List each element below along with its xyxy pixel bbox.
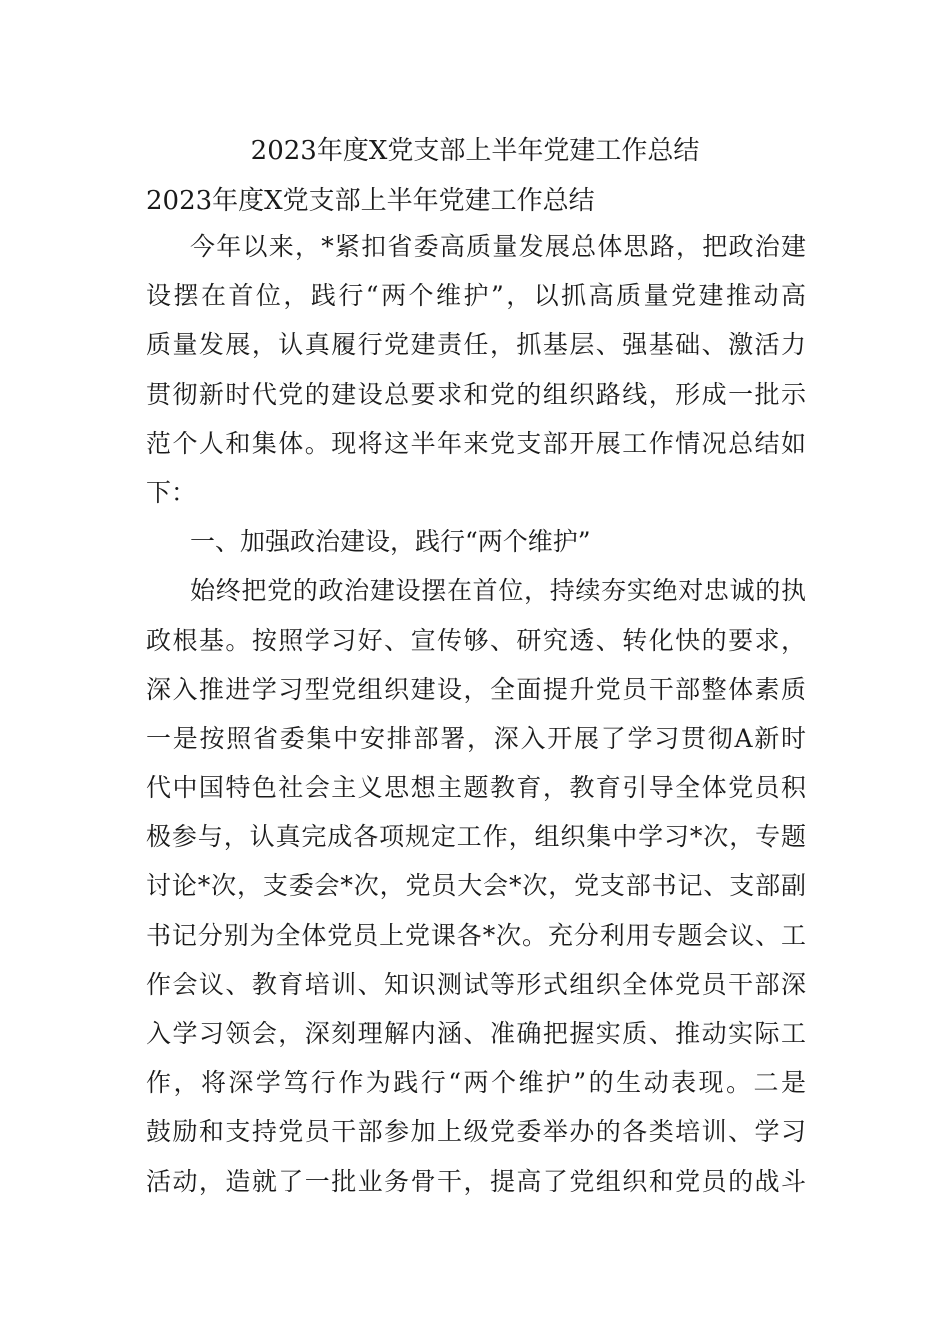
body-line: 作，将深学笃行作为践行“两个维护”的生动表现。二是	[146, 1068, 806, 1098]
body-line: 贯彻新时代党的建设总要求和党的组织路线，形成一批示	[146, 379, 806, 409]
body-line: 下：	[146, 477, 197, 507]
body-line: 今年以来，*紧扣省委高质量发展总体思路，把政治建	[190, 232, 806, 261]
body-line: 政根基。按照学习好、宣传够、研究透、转化快的要求，	[146, 625, 806, 655]
body-line: 质量发展，认真履行党建责任，抓基层、强基础、激活力	[146, 330, 806, 360]
body-line: 始终把党的政治建设摆在首位，持续夯实绝对忠诚的执	[190, 576, 806, 606]
body-line: 深入推进学习型党组织建设，全面提升党员干部整体素质	[146, 674, 806, 704]
document-body	[146, 222, 806, 1206]
body-line: 代中国特色社会主义思想主题教育，教育引导全体党员积	[146, 773, 806, 803]
body-line: 鼓励和支持党员干部参加上级党委举办的各类培训、学习	[146, 1117, 806, 1147]
body-line: 设摆在首位，践行“两个维护”，以抓高质量党建推动高	[146, 281, 806, 311]
body-line: 一是按照省委集中安排部署，深入开展了学习贯彻A新时	[146, 723, 806, 753]
body-line: 范个人和集体。现将这半年来党支部开展工作情况总结如	[146, 428, 806, 458]
body-line: 入学习领会，深刻理解内涵、准确把握实质、推动实际工	[146, 1019, 806, 1048]
body-line: 极参与，认真完成各项规定工作，组织集中学习*次，专题	[146, 822, 806, 852]
document-title: 2023年度X党支部上半年党建工作总结	[250, 136, 700, 166]
body-line: 作会议、教育培训、知识测试等形式组织全体党员干部深	[146, 969, 806, 999]
body-line: 讨论*次，支委会*次，党员大会*次，党支部书记、支部副	[146, 871, 806, 901]
body-line: 活动，造就了一批业务骨干，提高了党组织和党员的战斗	[146, 1166, 806, 1196]
body-line: 书记分别为全体党员上党课各*次。充分利用专题会议、工	[146, 920, 806, 950]
document-subtitle: 2023年度X党支部上半年党建工作总结	[146, 186, 595, 216]
body-line: 一、加强政治建设，践行“两个维护”	[190, 527, 591, 557]
